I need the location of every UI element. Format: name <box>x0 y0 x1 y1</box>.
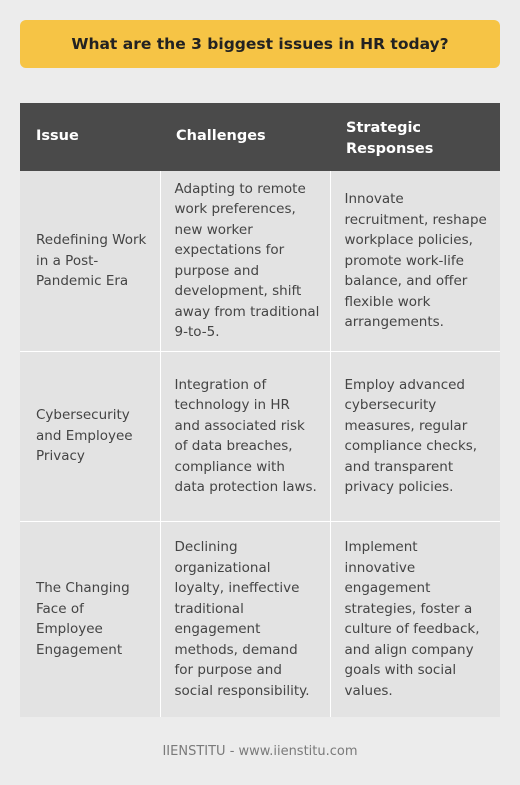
header-challenges: Challenges <box>160 103 330 171</box>
header-strategic-responses: Strategic Responses <box>330 103 500 171</box>
table-row <box>20 351 500 521</box>
responses-cell: Employ advanced cybersecurity measures, regular compliance checks, and transparent privacy policies. <box>330 351 500 521</box>
responses-cell: Innovate recruitment, reshape workplace policies, promote work-life balance, and offer flexible work arrangements. <box>330 171 500 351</box>
header-issue: Issue <box>20 103 160 171</box>
table-header-row <box>20 103 500 171</box>
table-row <box>20 521 500 717</box>
challenges-cell: Declining organizational loyalty, ineffective traditional engagement methods, demand for purpose and social responsibility. <box>160 521 330 717</box>
challenges-cell: Adapting to remote work preferences, new worker expectations for purpose and development, shift away from traditional 9-to-5. <box>160 171 330 351</box>
responses-cell: Implement innovative engagement strategies, foster a culture of feedback, and align company goals with social values. <box>330 521 500 717</box>
page-title: What are the 3 biggest issues in HR today? <box>71 35 449 53</box>
issues-table <box>20 103 500 717</box>
challenges-cell: Integration of technology in HR and associated risk of data breaches, compliance with data protection laws. <box>160 351 330 521</box>
footer-credit: IIENSTITU - www.iienstitu.com <box>162 744 358 759</box>
issue-cell: The Changing Face of Employee Engagement <box>20 521 160 717</box>
issue-cell: Cybersecurity and Employee Privacy <box>20 351 160 521</box>
title-banner <box>20 20 500 68</box>
issue-cell: Redefining Work in a Post-Pandemic Era <box>20 171 160 351</box>
table-row <box>20 171 500 351</box>
